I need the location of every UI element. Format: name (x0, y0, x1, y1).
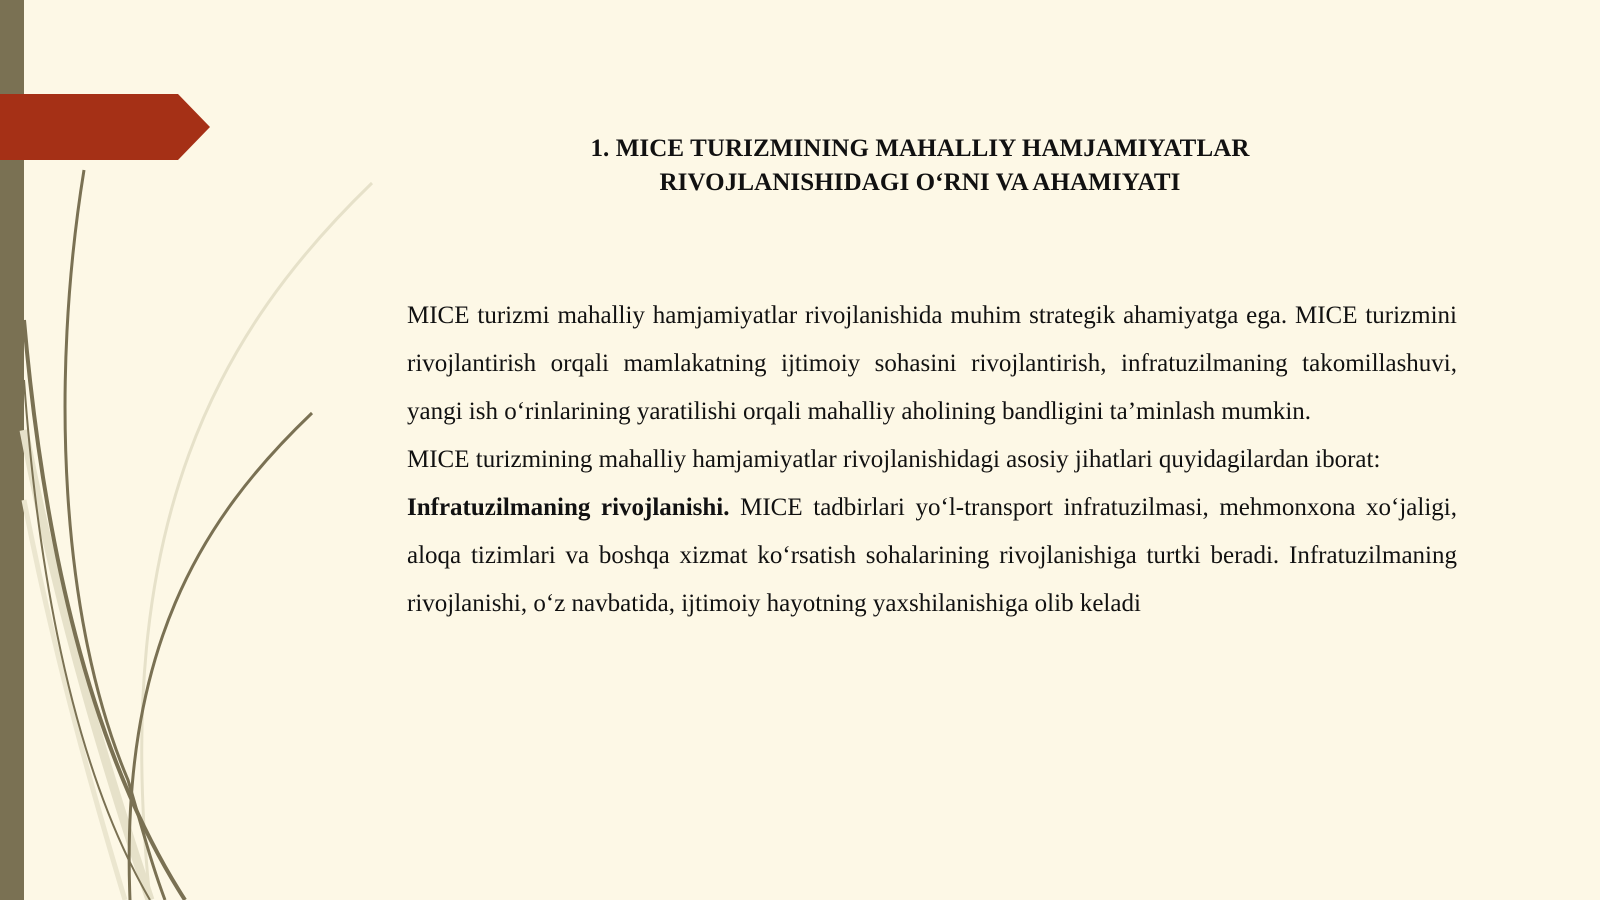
paragraph-infrastructure-heading: Infratuzilmaning rivojlanishi. (407, 494, 730, 521)
slide-title (420, 132, 1420, 200)
slide-title-line-2: RIVOJLANISHIDAGI O‘RNI VA AHAMIYATI (659, 169, 1181, 196)
slide-title-line-1: 1. MICE TURIZMINING MAHALLIY HAMJAMIYATLAR (590, 135, 1250, 162)
paragraph-infrastructure (407, 484, 1457, 628)
slide-body (407, 292, 1457, 628)
paragraph-aspects: MICE turizmining mahalliy hamjamiyatlar rivojlanishidagi asosiy jihatlari quyidagilardan iborat: (407, 446, 1381, 473)
paragraph-intro: MICE turizmi mahalliy hamjamiyatlar rivojlanishida muhim strategik ahamiyatga ega. MICE turizmini rivojlantirish orqali mamlakatning ijtimoiy sohasini rivojlantirish, infratuzilmaning takomillashuvi, yangi ish o‘rinlarining yaratilishi orqali mahalliy aholining bandligini ta’minlash mumkin. (407, 302, 1457, 425)
arrow-banner-shape (0, 0, 220, 170)
paragraph-infrastructure-text: MICE tadbirlari yo‘l-transport infratuzilmasi, mehmonxona xo‘jaligi, aloqa tizimlari va boshqa xizmat ko‘rsatish sohalarining rivojlanishiga turtki beradi. Infratuzilmaning rivojlanishi, o‘z navbatida, ijtimoiy hayotning yaxshilanishiga olib keladi (407, 494, 1457, 617)
